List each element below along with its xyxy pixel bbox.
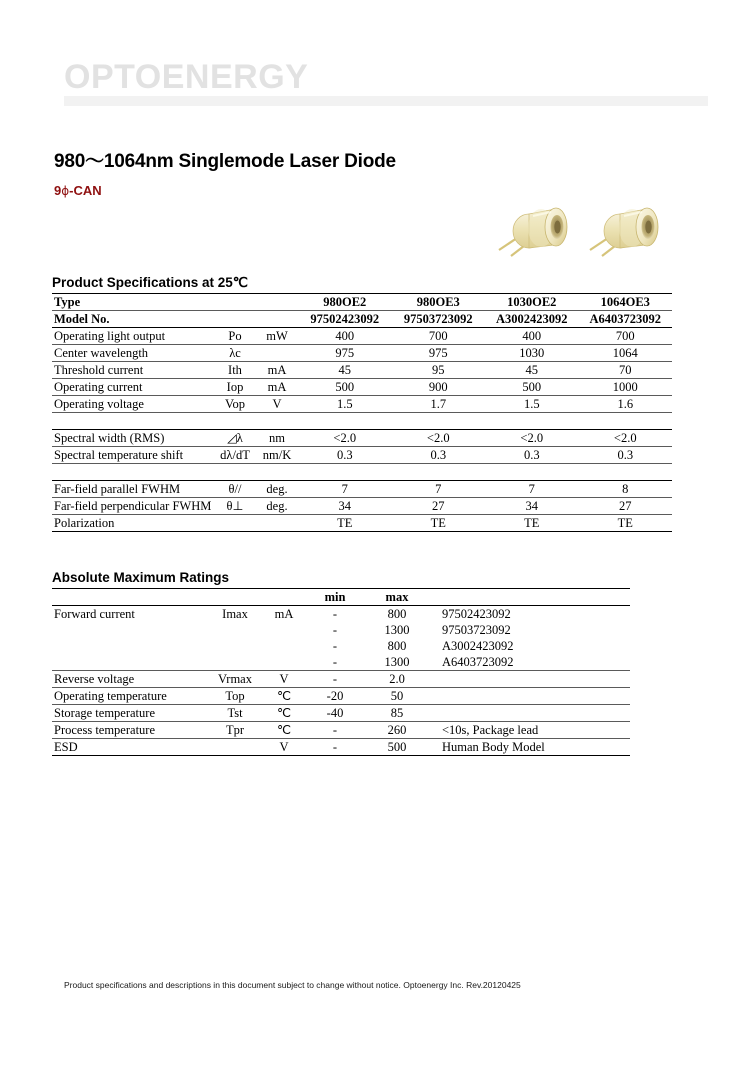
- table-row: [52, 481, 672, 498]
- table-row: [52, 688, 630, 705]
- spec-param: Spectral temperature shift: [52, 447, 214, 464]
- table-row: [52, 705, 630, 722]
- amr-max: 1300: [384, 623, 410, 637]
- amr-param: [52, 638, 206, 654]
- spec-value: 1.5: [298, 396, 392, 413]
- spec-unit: nm/K: [256, 447, 298, 464]
- spec-symbol: Ith: [214, 362, 256, 379]
- spec-value: 500: [298, 379, 392, 396]
- spec-unit: deg.: [256, 498, 298, 515]
- spec-value: 1.6: [579, 396, 673, 413]
- table-row: [52, 447, 672, 464]
- amr-max: 1300: [366, 654, 428, 671]
- spec-value: 0.3: [485, 447, 579, 464]
- spec-param-text: Far-field perpendicular FWHM: [54, 499, 212, 513]
- amr-max: 500: [366, 739, 428, 756]
- amr-param: Forward current: [54, 607, 135, 621]
- spec-value: <2.0: [579, 430, 673, 447]
- page-subtitle: [54, 183, 102, 198]
- spec-value: 0.3: [298, 447, 392, 464]
- product-specifications-table: [52, 293, 670, 532]
- table-row: [52, 498, 672, 515]
- spec-symbol: Iop: [214, 379, 256, 396]
- table-row: [52, 294, 672, 311]
- table-row: [52, 396, 672, 413]
- amr-section-heading: Absolute Maximum Ratings: [52, 570, 230, 585]
- spec-unit: [256, 345, 298, 362]
- spec-value: 1064: [579, 345, 673, 362]
- table-row: [52, 654, 630, 671]
- spec-unit: deg.: [256, 481, 298, 498]
- table-row: [52, 345, 672, 362]
- spec-value: 500: [485, 379, 579, 396]
- amr-symbol: [206, 739, 264, 756]
- spec-value: 27: [392, 498, 486, 515]
- amr-symbol: Top: [206, 688, 264, 705]
- spec-value: 97503723092: [392, 311, 486, 328]
- table-spacer-row: [52, 464, 672, 481]
- amr-note: Human Body Model: [428, 739, 630, 756]
- spec-param: Threshold current: [52, 362, 214, 379]
- amr-unit: mA: [274, 607, 294, 621]
- spec-value: 980OE2: [298, 294, 392, 311]
- amr-symbol: Vrmax: [206, 671, 264, 688]
- amr-note: <10s, Package lead: [428, 722, 630, 739]
- page-title: 980～1064nm Singlemode Laser Diode: [54, 151, 396, 172]
- spec-value: A6403723092: [579, 311, 673, 328]
- spec-value: <2.0: [298, 430, 392, 447]
- spec-value: 1064OE3: [579, 294, 673, 311]
- spec-symbol: [214, 294, 256, 311]
- page-footer: Product specifications and descriptions in this document subject to change without notice. Optoenergy Inc. Rev.20120425: [64, 980, 521, 990]
- spec-symbol: Vop: [214, 396, 256, 413]
- amr-symbol-header: [206, 589, 264, 606]
- spec-value: 45: [485, 362, 579, 379]
- amr-param: ESD: [52, 739, 206, 756]
- amr-min: -: [304, 671, 366, 688]
- spec-param: Operating current: [52, 379, 214, 396]
- spec-value: <2.0: [392, 430, 486, 447]
- spec-symbol: λc: [214, 345, 256, 362]
- spec-value: 0.3: [579, 447, 673, 464]
- spec-value: TE: [298, 515, 392, 532]
- amr-min: -: [332, 639, 338, 653]
- spec-value: TE: [579, 515, 673, 532]
- spec-table: [52, 293, 672, 532]
- amr-param-header: [52, 589, 206, 606]
- amr-unit: ℃: [264, 705, 304, 722]
- spec-symbol: θ⊥: [214, 498, 256, 515]
- amr-min: -: [304, 722, 366, 739]
- amr-max: 800: [387, 607, 407, 621]
- table-row: [52, 430, 672, 447]
- company-logo: OPTOENERGY: [64, 58, 309, 96]
- spec-value: 700: [392, 328, 486, 345]
- subtitle-suffix: -CAN: [69, 183, 102, 198]
- spec-value: 975: [392, 345, 486, 362]
- spec-value: 70: [579, 362, 673, 379]
- spec-symbol: [214, 311, 256, 328]
- spec-param: Far-field parallel FWHM: [52, 481, 214, 498]
- amr-symbol: Tst: [206, 705, 264, 722]
- spec-value: 1.5: [485, 396, 579, 413]
- spec-param: Type: [52, 294, 214, 311]
- spec-section-heading: Product Specifications at 25℃: [52, 275, 248, 290]
- amr-note: [428, 671, 630, 688]
- amr-min: -: [332, 607, 338, 621]
- amr-min: -20: [304, 688, 366, 705]
- absolute-maximum-ratings-table: [52, 588, 614, 756]
- spec-value: 8: [579, 481, 673, 498]
- page-header: [48, 59, 708, 107]
- laser-diode-illustration: [492, 196, 672, 274]
- table-row: [52, 362, 672, 379]
- spec-symbol: ◿λ: [214, 430, 256, 447]
- spec-value: 900: [392, 379, 486, 396]
- spec-value: 975: [298, 345, 392, 362]
- spec-value: 7: [485, 481, 579, 498]
- spec-param: Operating voltage: [52, 396, 214, 413]
- table-row: [52, 638, 630, 654]
- spec-value: 7: [298, 481, 392, 498]
- amr-note: A3002423092: [442, 639, 514, 653]
- amr-symbol: [206, 654, 264, 671]
- amr-param: Operating temperature: [52, 688, 206, 705]
- spec-value: 45: [298, 362, 392, 379]
- amr-note: [428, 705, 630, 722]
- spec-value: TE: [485, 515, 579, 532]
- amr-table: [52, 588, 630, 756]
- amr-note: 97502423092: [442, 607, 511, 621]
- spec-param: Polarization: [52, 515, 214, 532]
- product-photo: [492, 196, 672, 274]
- spec-value: 1.7: [392, 396, 486, 413]
- spec-value: 400: [485, 328, 579, 345]
- table-row: [52, 622, 630, 638]
- table-row: [52, 739, 630, 756]
- spec-unit: [256, 515, 298, 532]
- amr-param: Process temperature: [52, 722, 206, 739]
- spec-value: <2.0: [485, 430, 579, 447]
- spec-symbol: θ//: [214, 481, 256, 498]
- amr-max: 260: [366, 722, 428, 739]
- spec-unit: nm: [256, 430, 298, 447]
- amr-min-header: min: [304, 589, 366, 606]
- spec-param: Model No.: [52, 311, 214, 328]
- table-row: [52, 606, 630, 623]
- amr-param: [52, 654, 206, 671]
- spec-value: 7: [392, 481, 486, 498]
- table-row: [52, 515, 672, 532]
- spec-param: Center wavelength: [52, 345, 214, 362]
- spec-unit: mA: [256, 362, 298, 379]
- amr-symbol: Imax: [222, 607, 248, 621]
- spec-value: 34: [485, 498, 579, 515]
- spec-value: A3002423092: [485, 311, 579, 328]
- amr-min: -40: [304, 705, 366, 722]
- spec-unit: V: [256, 396, 298, 413]
- spec-unit: [256, 311, 298, 328]
- spec-unit: [256, 294, 298, 311]
- spec-value: 1000: [579, 379, 673, 396]
- amr-min: -: [304, 739, 366, 756]
- amr-note: A6403723092: [428, 654, 630, 671]
- spec-value: 95: [392, 362, 486, 379]
- amr-unit: ℃: [264, 722, 304, 739]
- phi-symbol: ϕ: [61, 184, 70, 198]
- amr-unit: [264, 654, 304, 671]
- subtitle-prefix: 9: [54, 183, 62, 198]
- amr-max: 50: [366, 688, 428, 705]
- spec-param: Spectral width (RMS): [52, 430, 214, 447]
- spec-value: 400: [298, 328, 392, 345]
- amr-symbol: [206, 622, 264, 638]
- spec-value: 27: [579, 498, 673, 515]
- amr-note-header: [428, 589, 630, 606]
- amr-param: Storage temperature: [52, 705, 206, 722]
- spec-value: 700: [579, 328, 673, 345]
- amr-unit-header: [264, 589, 304, 606]
- table-header-row: [52, 589, 630, 606]
- amr-symbol: Tpr: [206, 722, 264, 739]
- table-row: [52, 379, 672, 396]
- amr-unit: V: [264, 739, 304, 756]
- spec-symbol: [214, 515, 256, 532]
- table-row: [52, 722, 630, 739]
- table-row: [52, 328, 672, 345]
- header-divider-band: [64, 96, 708, 106]
- amr-unit: [264, 622, 304, 638]
- table-row: [52, 311, 672, 328]
- spec-value: 97502423092: [298, 311, 392, 328]
- amr-param: Reverse voltage: [52, 671, 206, 688]
- spec-value: 1030: [485, 345, 579, 362]
- spec-unit: mW: [256, 328, 298, 345]
- spec-value: 980OE3: [392, 294, 486, 311]
- spec-value: 0.3: [392, 447, 486, 464]
- amr-min: -: [332, 623, 338, 637]
- amr-max-header: max: [366, 589, 428, 606]
- amr-max: 2.0: [366, 671, 428, 688]
- amr-param: [52, 622, 206, 638]
- spec-param: [52, 498, 214, 515]
- amr-note: [428, 688, 630, 705]
- amr-note: 97503723092: [442, 623, 511, 637]
- amr-unit: V: [264, 671, 304, 688]
- amr-min: -: [304, 654, 366, 671]
- spec-param: Operating light output: [52, 328, 214, 345]
- amr-unit: [264, 638, 304, 654]
- table-spacer-row: [52, 413, 672, 430]
- amr-symbol: [206, 638, 264, 654]
- spec-value: 34: [298, 498, 392, 515]
- spec-symbol: dλ/dT: [214, 447, 256, 464]
- amr-max: 85: [366, 705, 428, 722]
- table-row: [52, 671, 630, 688]
- spec-symbol: Po: [214, 328, 256, 345]
- amr-max: 800: [387, 639, 407, 653]
- amr-unit: ℃: [264, 688, 304, 705]
- spec-value: 1030OE2: [485, 294, 579, 311]
- spec-unit: mA: [256, 379, 298, 396]
- spec-value: TE: [392, 515, 486, 532]
